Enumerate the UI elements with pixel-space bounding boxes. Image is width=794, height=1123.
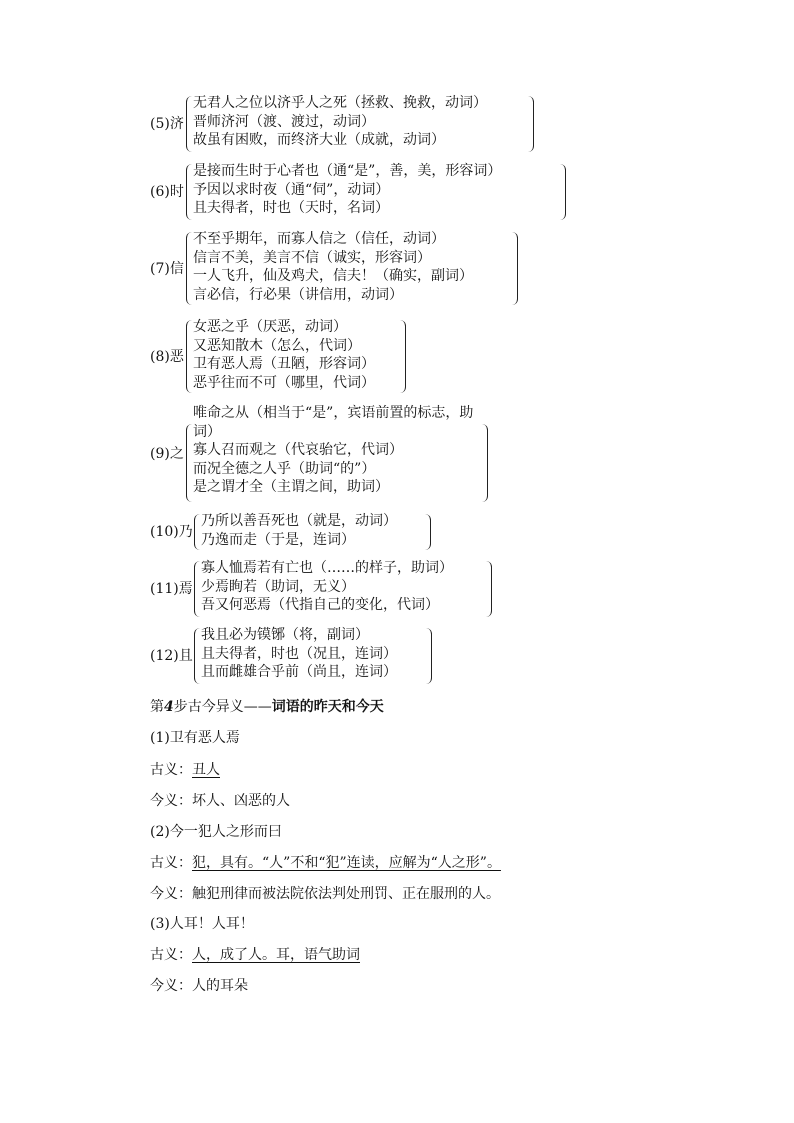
list-item: 是之谓才全（主谓之间，助词） bbox=[193, 479, 389, 495]
ancient-label: 古义： bbox=[150, 762, 192, 778]
group-head: (8)恶 bbox=[150, 348, 184, 365]
section-number: 4 bbox=[164, 699, 174, 715]
list-item: 寡人恤焉若有亡也（……的样子，助词） bbox=[201, 560, 453, 576]
right-brace bbox=[426, 628, 432, 684]
left-brace bbox=[194, 514, 201, 550]
group-items bbox=[193, 94, 487, 150]
polysemy-group bbox=[150, 230, 520, 307]
right-brace bbox=[400, 320, 406, 393]
right-brace bbox=[425, 514, 431, 550]
list-item: 而况全德之人乎（助词“的”） bbox=[193, 460, 376, 477]
ancient-label: 古义： bbox=[150, 855, 192, 871]
list-item: 是接而生时于心者也（通“是”，善，美，形容词） bbox=[193, 163, 502, 179]
list-item: 恶乎往而不可（哪里，代词） bbox=[193, 374, 375, 391]
polysemy-group bbox=[150, 318, 410, 395]
group-head: (6)时 bbox=[150, 184, 184, 200]
section-middle: 步古今异义—— bbox=[173, 699, 272, 715]
polysemy-group bbox=[150, 404, 490, 504]
list-item: 且而雌雄合乎前（尚且，连词） bbox=[201, 664, 397, 680]
left-brace bbox=[186, 320, 193, 393]
list-item: 又恶知散木（怎么，代词） bbox=[193, 337, 361, 354]
list-item: 晋师济河（渡、渡过，动词） bbox=[193, 113, 375, 130]
left-brace bbox=[194, 628, 201, 684]
modern-label: 今义： bbox=[150, 978, 192, 994]
group-items bbox=[201, 512, 397, 549]
list-item: 不至乎期年，而寡人信之（信任，动词） bbox=[193, 231, 445, 247]
group-items bbox=[201, 626, 397, 682]
ancient-meaning bbox=[150, 760, 220, 780]
polysemy-group bbox=[150, 626, 435, 686]
group-items bbox=[193, 230, 473, 304]
left-brace bbox=[186, 232, 193, 305]
ancient-meaning bbox=[150, 945, 360, 965]
modern-meaning bbox=[150, 976, 248, 996]
ancient-text: 丑人 bbox=[192, 762, 220, 778]
list-item: 予因以求时夜（通“伺”，动词） bbox=[193, 181, 390, 198]
list-item: 且夫得者，时也（况且，连词） bbox=[201, 645, 397, 662]
right-brace bbox=[482, 424, 488, 502]
right-brace bbox=[486, 561, 492, 617]
left-brace bbox=[186, 424, 193, 502]
term-title: (3)人耳！人耳！ bbox=[150, 916, 254, 932]
polysemy-group bbox=[150, 559, 495, 619]
list-item: 一人飞升，仙及鸡犬，信夫！（确实，副词） bbox=[193, 268, 473, 284]
list-item: 我且必为镆铘（将，副词） bbox=[201, 627, 369, 643]
list-item: 故虽有困败，而终济大业（成就，动词） bbox=[193, 132, 445, 148]
term-title: (1)卫有恶人焉 bbox=[150, 730, 240, 746]
modern-meaning bbox=[150, 884, 500, 904]
modern-text: 坏人、凶恶的人 bbox=[192, 793, 290, 809]
list-item: 唯命之从（相当于“是”，宾语前置的标志，助词） bbox=[193, 405, 474, 440]
section-prefix: 第 bbox=[150, 699, 164, 715]
list-item: 卫有恶人焉（丑陋，形容词） bbox=[193, 356, 375, 372]
group-head: (7)信 bbox=[150, 260, 184, 277]
list-item: 无君人之位以济乎人之死（拯救、挽救，动词） bbox=[193, 95, 487, 111]
modern-label: 今义： bbox=[150, 793, 192, 809]
list-item: 少焉眴若（助词，无义） bbox=[201, 578, 355, 595]
right-brace bbox=[512, 232, 518, 305]
ancient-meaning bbox=[150, 853, 501, 873]
group-items bbox=[193, 162, 501, 218]
polysemy-group bbox=[150, 94, 540, 154]
group-head: (10)乃 bbox=[150, 524, 193, 540]
list-item: 言必信，行必果（讲信用，动词） bbox=[193, 286, 403, 303]
group-items bbox=[201, 559, 453, 615]
list-item: 女恶之乎（厌恶，动词） bbox=[193, 319, 347, 335]
group-head: (5)济 bbox=[150, 116, 184, 132]
section-bold-title: 词语的昨天和今天 bbox=[271, 699, 384, 715]
modern-label: 今义： bbox=[150, 886, 192, 902]
left-brace bbox=[186, 96, 193, 152]
left-brace bbox=[186, 164, 193, 220]
group-head: (11)焉 bbox=[150, 581, 193, 597]
modern-text: 人的耳朵 bbox=[192, 978, 248, 994]
modern-meaning bbox=[150, 791, 290, 811]
group-head: (12)且 bbox=[150, 648, 193, 664]
list-item: 乃逸而走（于是，连词） bbox=[201, 531, 355, 548]
ancient-text: 人，成了人。耳，语气助词 bbox=[192, 947, 360, 963]
list-item: 乃所以善吾死也（就是，动词） bbox=[201, 513, 397, 529]
polysemy-group bbox=[150, 162, 570, 222]
term-title: (2)今一犯人之形而曰 bbox=[150, 824, 282, 840]
right-brace bbox=[528, 96, 534, 152]
right-brace bbox=[560, 164, 566, 220]
group-items bbox=[193, 318, 375, 392]
left-brace bbox=[194, 561, 201, 617]
list-item: 吾又何恶焉（代指自己的变化，代词） bbox=[201, 597, 439, 613]
polysemy-group bbox=[150, 512, 435, 552]
ancient-label: 古义： bbox=[150, 947, 192, 963]
list-item: 寡人召而观之（代哀骀它，代词） bbox=[193, 442, 403, 458]
section-heading bbox=[150, 697, 384, 717]
modern-text: 触犯刑律而被法院依法判处刑罚、正在服刑的人。 bbox=[192, 886, 500, 902]
ancient-text: 犯，具有。“人”不和“犯”连读，应解为“人之形”。 bbox=[192, 855, 501, 871]
list-item: 且夫得者，时也（天时，名词） bbox=[193, 200, 389, 216]
group-items bbox=[193, 404, 483, 497]
list-item: 信言不美，美言不信（诚实，形容词） bbox=[193, 249, 431, 266]
group-head: (9)之 bbox=[150, 446, 184, 462]
